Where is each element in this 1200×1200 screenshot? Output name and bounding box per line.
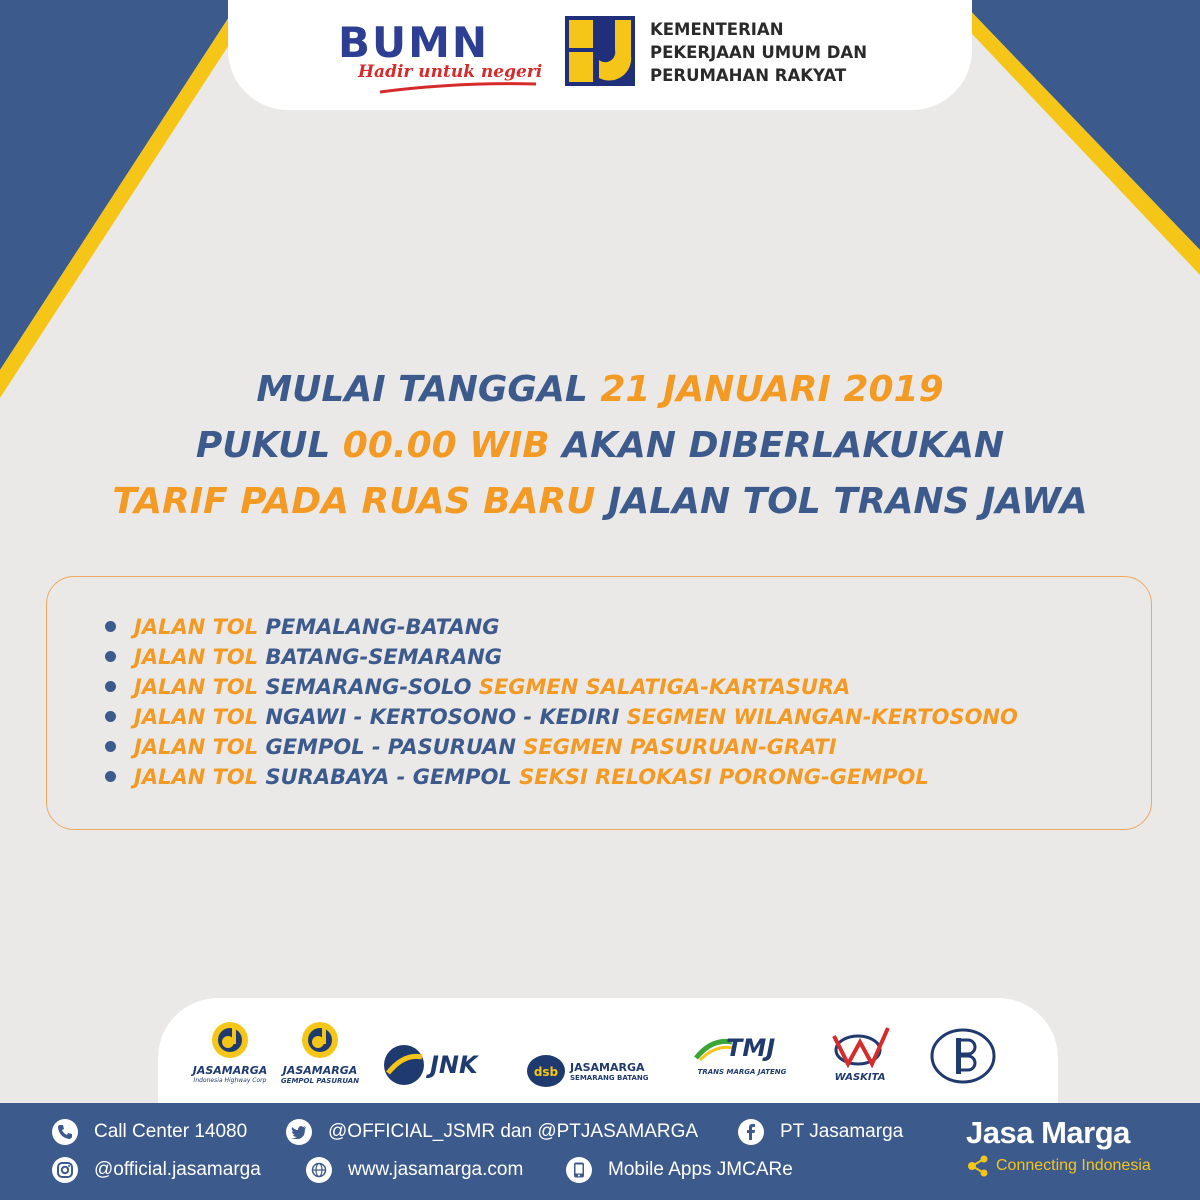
road-name: BATANG-SEMARANG bbox=[265, 645, 503, 669]
road-segment: SEGMEN PASURUAN-GRATI bbox=[515, 735, 837, 759]
brand-tagline: Connecting Indonesia bbox=[996, 1157, 1151, 1174]
jnk-emblem-icon bbox=[382, 1043, 426, 1087]
bullet-icon bbox=[105, 741, 116, 752]
partner-subtitle: GEMPOL PASURUAN bbox=[280, 1077, 360, 1085]
pp-logo bbox=[928, 1028, 998, 1098]
bumn-logo bbox=[338, 18, 548, 82]
bumn-tagline: Hadir untuk negeri bbox=[358, 62, 543, 82]
headline-text: JALAN TOL TRANS JAWA bbox=[595, 481, 1088, 522]
partner-name: JASAMARGA bbox=[282, 1064, 358, 1077]
road-segment: SEKSI RELOKASI PORONG-GEMPOL bbox=[511, 765, 929, 789]
jasa-marga-brand bbox=[966, 1115, 1166, 1174]
toll-road-list bbox=[105, 612, 1018, 792]
bullet-icon bbox=[105, 681, 116, 692]
mobile-app-name[interactable]: Mobile Apps JMCARe bbox=[608, 1159, 793, 1180]
road-name: GEMPOL - PASURUAN bbox=[265, 735, 516, 759]
list-item bbox=[105, 762, 1018, 792]
headline-text: MULAI TANGGAL bbox=[256, 369, 601, 410]
instagram-contact[interactable] bbox=[52, 1155, 261, 1185]
partner-name: TMJ bbox=[726, 1034, 776, 1062]
list-item bbox=[105, 702, 1018, 732]
ministry-line: KEMENTERIAN bbox=[650, 20, 784, 39]
headline-date: 21 JANUARI 2019 bbox=[600, 369, 944, 410]
jsb-emblem-icon bbox=[526, 1053, 566, 1089]
instagram-icon bbox=[52, 1157, 78, 1183]
road-segment: SEGMEN SALATIGA-KARTASURA bbox=[471, 675, 851, 699]
headline-text: PUKUL bbox=[195, 425, 343, 466]
call-center-text: Call Center 14080 bbox=[94, 1121, 248, 1142]
headline-time: 00.00 WIB bbox=[342, 425, 550, 466]
call-center-contact bbox=[52, 1117, 247, 1147]
list-item bbox=[105, 672, 1018, 702]
partner-name: JASAMARGA bbox=[192, 1064, 268, 1077]
twitter-contact[interactable] bbox=[286, 1117, 698, 1147]
bumn-logo-text: BUMN bbox=[338, 18, 490, 67]
svg-text:dsb: dsb bbox=[533, 1065, 559, 1079]
road-prefix: JALAN TOL bbox=[134, 615, 266, 639]
pp-emblem-icon bbox=[930, 1028, 996, 1084]
bullet-icon bbox=[105, 711, 116, 722]
mobile-app-contact[interactable] bbox=[566, 1155, 793, 1185]
jnk-logo bbox=[382, 1030, 502, 1100]
headline-highlight: TARIF PADA RUAS BARU bbox=[112, 481, 596, 522]
road-prefix: JALAN TOL bbox=[134, 645, 266, 669]
jasamarga-logo bbox=[190, 1020, 270, 1090]
globe-icon bbox=[306, 1157, 332, 1183]
road-name: SEMARANG-SOLO bbox=[265, 675, 472, 699]
tmj-logo bbox=[688, 1034, 796, 1104]
headline-line-3 bbox=[0, 474, 1200, 530]
pupr-logo-icon bbox=[565, 16, 635, 86]
announcement-headline bbox=[0, 362, 1200, 530]
bullet-icon bbox=[105, 621, 116, 632]
partner-name: WASKITA bbox=[834, 1072, 886, 1083]
list-item bbox=[105, 642, 1018, 672]
facebook-icon bbox=[738, 1119, 764, 1145]
ministry-name bbox=[650, 18, 867, 87]
network-nodes-icon bbox=[966, 1155, 990, 1177]
phone-icon bbox=[52, 1119, 78, 1145]
waskita-emblem-icon bbox=[828, 1024, 892, 1068]
road-segment: SEGMEN WILANGAN-KERTOSONO bbox=[619, 705, 1018, 729]
list-item bbox=[105, 732, 1018, 762]
brand-tagline-row bbox=[966, 1155, 1151, 1177]
list-item bbox=[105, 612, 1018, 642]
swoosh-icon bbox=[378, 80, 538, 96]
jasamarga-semarang-batang-logo bbox=[526, 1036, 672, 1106]
waskita-logo bbox=[824, 1024, 896, 1094]
partner-subtitle: TRANS MARGA JATENG bbox=[697, 1068, 787, 1076]
twitter-handle[interactable]: @OFFICIAL_JSMR dan @PTJASAMARGA bbox=[328, 1121, 699, 1142]
website-contact[interactable] bbox=[306, 1155, 523, 1185]
road-name: NGAWI - KERTOSONO - KEDIRI bbox=[265, 705, 620, 729]
twitter-icon bbox=[286, 1119, 312, 1145]
brand-name: Jasa Marga bbox=[966, 1115, 1130, 1150]
headline-line-2 bbox=[0, 418, 1200, 474]
website-link[interactable]: www.jasamarga.com bbox=[348, 1159, 524, 1180]
ministry-line: PEKERJAAN UMUM DAN bbox=[650, 43, 868, 62]
instagram-handle[interactable]: @official.jasamarga bbox=[94, 1159, 261, 1180]
road-name: PEMALANG-BATANG bbox=[265, 615, 500, 639]
headline-line-1 bbox=[0, 362, 1200, 418]
road-name: SURABAYA - GEMPOL bbox=[265, 765, 512, 789]
ministry-line: PERUMAHAN RAKYAT bbox=[650, 66, 847, 85]
jasamarga-gempol-pasuruan-logo bbox=[280, 1020, 360, 1090]
facebook-page[interactable]: PT Jasamarga bbox=[780, 1121, 904, 1142]
facebook-contact[interactable] bbox=[738, 1117, 903, 1147]
jasamarga-emblem-icon bbox=[210, 1020, 250, 1060]
road-prefix: JALAN TOL bbox=[134, 765, 266, 789]
road-prefix: JALAN TOL bbox=[134, 705, 266, 729]
road-prefix: JALAN TOL bbox=[134, 675, 266, 699]
partner-name: JNK bbox=[430, 1051, 478, 1079]
bullet-icon bbox=[105, 651, 116, 662]
partner-subtitle: Indonesia Highway Corp bbox=[193, 1077, 267, 1084]
headline-text: AKAN DIBERLAKUKAN bbox=[549, 425, 1005, 466]
mobile-phone-icon bbox=[566, 1157, 592, 1183]
partner-name: JASAMARGA bbox=[570, 1060, 645, 1074]
jasamarga-emblem-icon bbox=[300, 1020, 340, 1060]
bullet-icon bbox=[105, 771, 116, 782]
road-prefix: JALAN TOL bbox=[134, 735, 266, 759]
partner-subtitle: SEMARANG BATANG bbox=[570, 1073, 649, 1082]
